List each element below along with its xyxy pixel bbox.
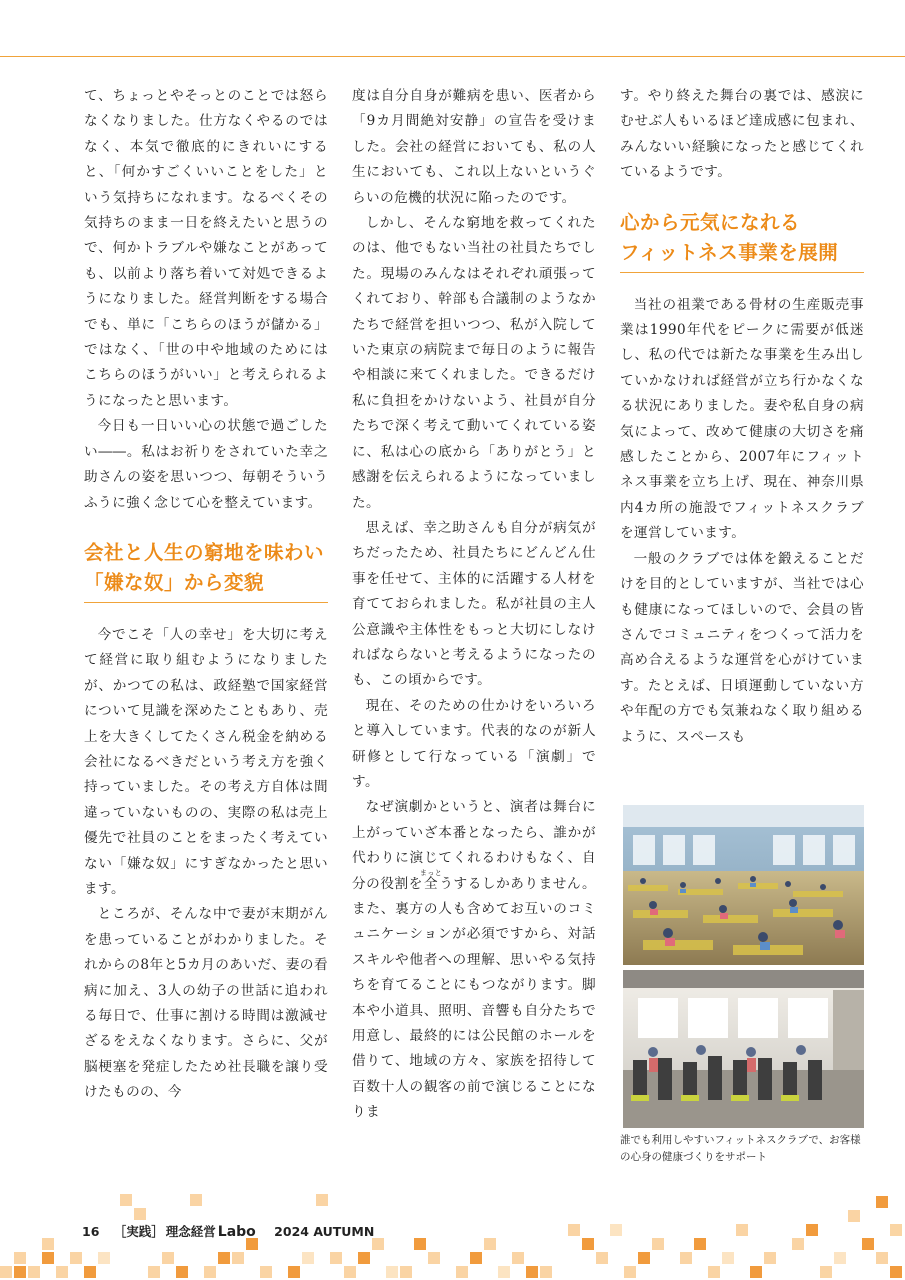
body-paragraph: 今でこそ「人の幸せ」を大切に考えて経営に取り組むようになりましたが、かつての私は、政経塾で国家経営について見識を深めたこともあり、売上を大きくしてたくさん税金を納める会社になるべきだという考え方を強く持っていました。その考え方自体は間違っていないものの、実際の私は売上優先で社員のことをまったく考えていない「嫌な奴」にすぎなかったと思います。: [84, 626, 328, 897]
top-rule: [0, 56, 905, 57]
column-1: [84, 84, 328, 1106]
fitness-studio-illustration: [623, 805, 864, 965]
page-number: 16: [82, 1224, 100, 1239]
gym-floor-photo: [623, 970, 864, 1128]
body-paragraph: [352, 795, 596, 1125]
body-paragraph: 度は自分自身が難病を患い、医者から「9カ月間絶対安静」の宣告を受けました。会社の経営においても、私の人生においても、これ以上ないというぐらいの危機的状況に陥ったのです。: [352, 88, 596, 206]
body-paragraph: 思えば、幸之助さんも自分が病気がちだったため、社員たちにどんどん仕事を任せて、主体的に活躍する人材を育てておられました。私が社員の主人公意識や主体性をもっと大切にしなければならないと考えるようになったのも、この頃からです。: [352, 519, 596, 689]
ruby-annotation: [419, 868, 443, 892]
fitness-studio-photo: [623, 805, 864, 965]
body-paragraph: 当社の祖業である骨材の生産販売事業は1990年代をピークに需要が低迷し、私の代では新たな事業を生み出していかなければ経営が立ち行かなくなる状況にありました。妻や私自身の病気によって、改めて健康の大切さを痛感したことから、2007年にフィットネス事業を立ち上げ、現在、神奈川県内4カ所の施設でフィットネスクラブを運営しています。: [620, 296, 864, 542]
body-paragraph: ところが、そんな中で妻が末期がんを患っていることがわかりました。それからの8年と5カ月のあいだ、妻の看病に加え、3人の幼子の世話に追われる毎日で、仕事に割ける時間は激減せざるをえなくなります。さらに、父が脳梗塞を発症したため社長職を譲り受けたものの、今: [84, 906, 328, 1101]
body-text-run: うするしかありません。また、裏方の人も含めてお互いのコミュニケーションが必須ですから、対話スキルや他者への理解、思いやる気持ちを育てることにもつながります。脚本や小道具、照明、音響も自分たちで用意し、最終的には公民館のホールを借りて、地域の方々、家族を招待して百数十人の観客の前で演じることになりま: [352, 875, 597, 1121]
body-paragraph: 今日も一日いい心の状態で過ごしたい――。私はお祈りをされていた幸之助さんの姿を思いつつ、毎朝そういうふうに強く念じて心を整えています。: [84, 418, 328, 511]
magazine-name: 理念経営: [165, 1224, 216, 1239]
body-paragraph: しかし、そんな窮地を救ってくれたのは、他でもない当社の社員たちでした。現場のみんなはそれぞれ頑張ってくれており、幹部も合議制のようなかたちで経営を担いつつ、私が入院していた東京の病院まで毎日のように報告や相談に来てくれました。できるだけ私に負担をかけないよう、社員が自分たちで深く考えて動いてくれている姿に、私は心の底から「ありがとう」と感謝を伝えられるようになっていました。: [352, 215, 596, 511]
section-heading: [84, 538, 328, 603]
section-heading: [620, 208, 864, 273]
section-heading-line: フィットネス事業を展開: [620, 240, 839, 264]
body-paragraph: 一般のクラブでは体を鍛えることだけを目的としていますが、当社では心も健康になってほしいので、会員の皆さんでコミュニティをつくって活力を高め合えるような運営を心がけています。たとえば、日頃運動していない方や年配の方でも気兼ねなく取り組めるように、スペースも: [620, 550, 864, 745]
issue-label: 2024 AUTUMN: [274, 1224, 375, 1239]
body-text-run: なぜ演劇かというと、演者は舞台に上がっていざ本番となったら、誰かが代わりに演じてくれるわけもなく、自分の役割を: [352, 799, 596, 892]
photo-caption: 誰でも利用しやすいフィットネスクラブで、お客様の心身の健康づくりをサポート: [620, 1134, 861, 1163]
body-paragraph: て、ちょっとやそっとのことでは怒らなくなりました。仕方なくやるのではなく、本気で徹底的にきれいにすると、「何かすごくいいことをした」という気持ちになれます。なるべくその気持ちのまま一日を終えたいと思うので、何かトラブルや嫌なことがあっても、以前より落ち着いて対処できるようになりました。経営判断をする場合でも、単に「こちらのほうが儲かる」ではなく、「世の中や地域のためにはこちらのほうがいい」と考えられるようになったと思います。: [84, 88, 328, 409]
section-heading-line: 「嫌な奴」から変貌: [84, 570, 265, 594]
ruby-base: 全: [419, 875, 443, 892]
gym-floor-illustration: [623, 970, 864, 1128]
section-heading-line: 会社と人生の窮地を味わい: [84, 540, 325, 564]
magazine-labo: Labo: [217, 1224, 256, 1240]
column-3: [620, 84, 864, 750]
page-footer: [82, 1222, 384, 1240]
ruby-text: まっと: [419, 868, 443, 877]
section-heading-line: 心から元気になれる: [620, 210, 801, 234]
magazine-tag: ［実践］: [113, 1224, 164, 1239]
body-paragraph: す。やり終えた舞台の裏では、感涙にむせぶ人もいるほど達成感に包まれ、みんないい経験になったと感じてくれているようです。: [620, 88, 864, 181]
body-paragraph: 現在、そのための仕かけをいろいろと導入しています。代表的なのが新人研修として行なっている「演劇」です。: [352, 697, 596, 790]
column-2: [352, 84, 596, 1126]
